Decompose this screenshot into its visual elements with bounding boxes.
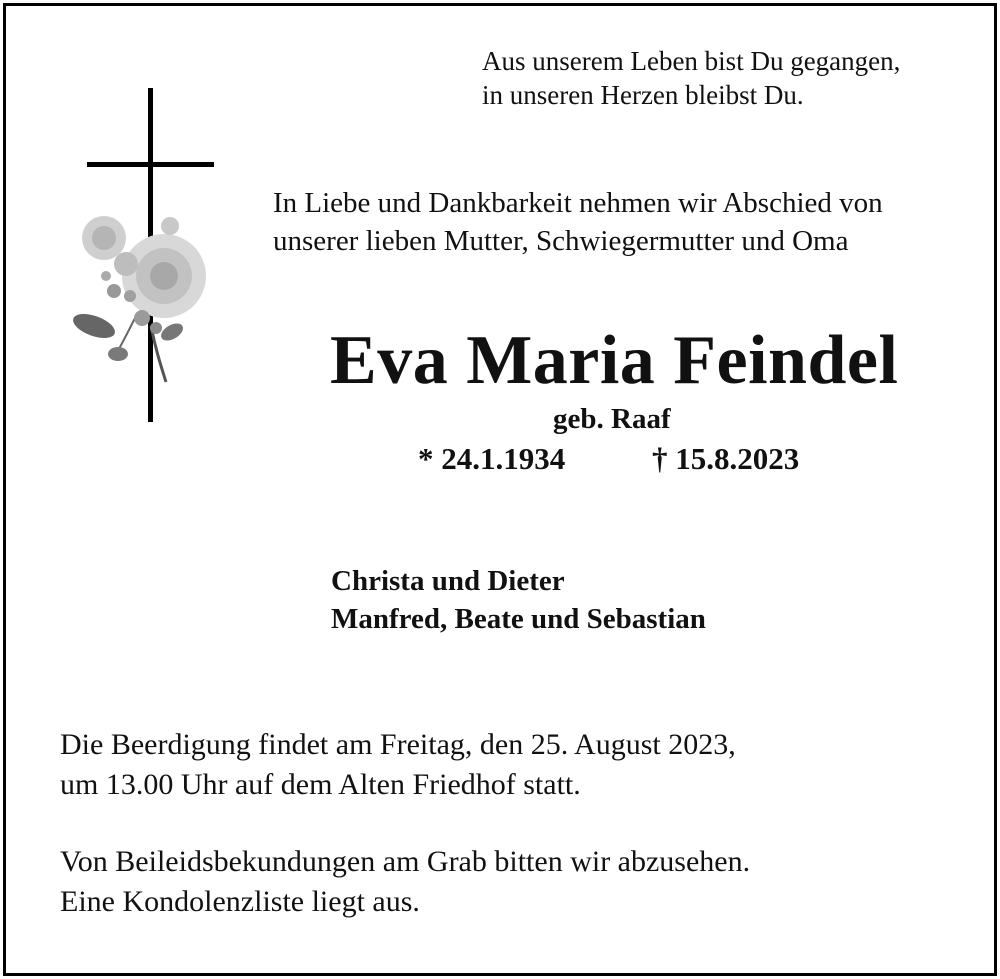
condolence-info <box>60 842 750 922</box>
birth-date: * 24.1.1934 <box>418 441 566 476</box>
motto-line-1: Aus unserem Leben bist Du gegangen, <box>482 46 901 76</box>
family-line-2: Manfred, Beate und Sebastian <box>331 603 706 635</box>
motto <box>482 44 900 112</box>
funeral-line-1: Die Beerdigung findet am Freitag, den 25. August 2023, <box>60 728 736 761</box>
funeral-line-2: um 13.00 Uhr auf dem Alten Friedhof statt. <box>60 768 581 801</box>
condolence-line-2: Eine Kondolenzliste liegt aus. <box>60 885 420 918</box>
funeral-info <box>60 725 736 805</box>
family-line-1: Christa und Dieter <box>331 565 565 597</box>
deceased-name: Eva Maria Feindel <box>330 322 899 399</box>
condolence-line-1: Von Beileidsbekundungen am Grab bitten wir abzusehen. <box>60 845 751 878</box>
death-date: † 15.8.2023 <box>652 441 800 476</box>
born-name: geb. Raaf <box>553 403 671 435</box>
family-signature <box>331 562 706 638</box>
motto-line-2: in unseren Herzen bleibst Du. <box>482 80 804 110</box>
intro-line-1: In Liebe und Dankbarkeit nehmen wir Abschied von <box>273 187 883 219</box>
intro-text <box>273 184 883 260</box>
cross-with-rose-icon <box>66 86 226 426</box>
intro-line-2: unserer lieben Mutter, Schwiegermutter und Oma <box>273 225 849 257</box>
